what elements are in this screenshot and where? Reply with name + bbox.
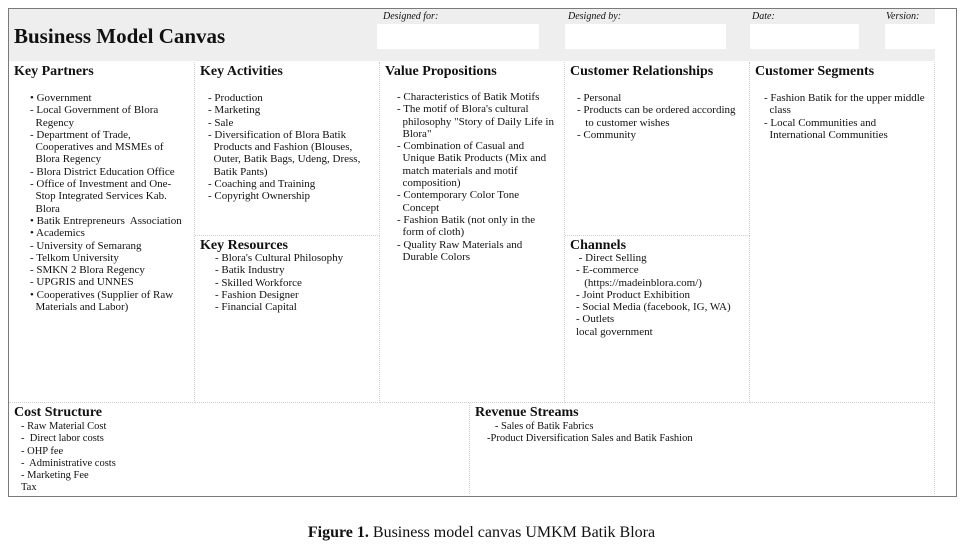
key-resources-item: - Fashion Designer (215, 288, 299, 301)
cost-structure-item: - Marketing Fee (21, 470, 89, 482)
key-partners-title: Key Partners (14, 64, 94, 79)
customer-relationships-block (565, 62, 750, 236)
value-propositions-item: - Characteristics of Batik Motifs (397, 91, 540, 103)
key-activities-block (195, 62, 380, 236)
key-partners-item: - Blora District Education Office (30, 165, 175, 178)
figure-caption (0, 524, 963, 542)
channels-item: - E-commerce (576, 264, 639, 277)
designed-for-label: Designed for: (383, 11, 439, 22)
version-label: Version: (886, 11, 920, 22)
customer-relationships-item: - Community (577, 128, 636, 141)
cost-structure-item: - Raw Material Cost (21, 421, 107, 432)
cost-structure-item: - OHP fee (21, 445, 64, 457)
key-partners-item: Regency (30, 116, 74, 129)
key-resources-item: - Blora's Cultural Philosophy (215, 252, 344, 264)
key-partners-block (9, 62, 195, 403)
value-propositions-item: composition) (397, 177, 461, 190)
key-activities-item: - Diversification of Blora Batik (208, 128, 347, 141)
designed-by-label: Designed by: (568, 11, 622, 22)
customer-segments-list (764, 92, 925, 141)
figure-caption-text: Business model canvas UMKM Batik Blora (368, 524, 656, 541)
key-activities-list (208, 92, 360, 203)
value-propositions-item: - Quality Raw Materials and (397, 238, 523, 251)
value-propositions-item: - The motif of Blora's cultural (397, 103, 529, 116)
key-partners-item: Blora Regency (30, 153, 102, 166)
customer-segments-item: - Local Communities and (764, 116, 877, 129)
key-partners-item: - Office of Investment and One- (30, 178, 172, 191)
revenue-streams-item: - Sales of Batik Fabrics (487, 421, 594, 432)
value-propositions-item: match materials and motif (397, 164, 518, 177)
value-propositions-item: - Fashion Batik (not only in the (397, 213, 536, 226)
figure-label: Figure 1. (307, 524, 369, 541)
value-propositions-item: Concept (397, 201, 440, 214)
value-propositions-item: philosophy "Story of Daily Life in (397, 115, 554, 128)
customer-segments-block (750, 62, 935, 403)
channels-list (576, 252, 731, 338)
canvas-title: Business Model Canvas (14, 24, 226, 48)
customer-relationships-list (577, 92, 736, 141)
key-resources-item: - Financial Capital (215, 301, 297, 314)
customer-segments-item: International Communities (764, 128, 888, 141)
key-resources-list (215, 252, 343, 313)
channels-block (565, 236, 750, 403)
key-partners-item: Materials and Labor) (30, 301, 129, 314)
date-label: Date: (752, 11, 775, 22)
key-partners-list (30, 92, 182, 313)
key-partners-item: Stop Integrated Services Kab. (30, 190, 167, 203)
value-propositions-item: Unique Batik Products (Mix and (397, 152, 547, 165)
cost-structure-title: Cost Structure (14, 405, 103, 420)
date-field[interactable] (750, 24, 859, 49)
customer-segments-title: Customer Segments (755, 64, 875, 79)
key-partners-item: - Department of Trade, (30, 128, 131, 141)
customer-segments-item: class (764, 104, 791, 117)
revenue-streams-block (470, 403, 935, 494)
customer-relationships-item: to customer wishes (577, 116, 670, 129)
designed-by-field[interactable] (565, 24, 726, 49)
key-activities-item: - Marketing (208, 104, 261, 117)
revenue-streams-title: Revenue Streams (475, 405, 579, 420)
channels-item: - Social Media (facebook, IG, WA) (576, 301, 731, 314)
key-partners-item: - Telkom University (30, 251, 119, 264)
key-activities-title: Key Activities (200, 64, 283, 79)
key-partners-item: - UPGRIS and UNNES (30, 276, 134, 289)
cost-structure-list (21, 421, 116, 495)
channels-item: - Outlets (576, 313, 615, 326)
value-propositions-block (380, 62, 565, 403)
key-partners-item: • Government (30, 92, 92, 104)
customer-segments-item: - Fashion Batik for the upper middle (764, 92, 925, 104)
value-propositions-item: Blora" (397, 127, 432, 140)
customer-relationships-item: - Products can be ordered according (577, 104, 736, 117)
key-resources-title: Key Resources (200, 238, 288, 253)
revenue-streams-item: -Product Diversification Sales and Batik Fashion (487, 433, 693, 445)
value-propositions-title: Value Propositions (385, 64, 497, 79)
key-resources-item: - Batik Industry (215, 264, 285, 277)
cost-structure-block (9, 403, 470, 494)
key-activities-item: Products and Fashion (Blouses, (208, 141, 353, 154)
revenue-streams-list (487, 421, 693, 446)
key-activities-item: Batik Pants) (208, 165, 268, 178)
channels-item: - Joint Product Exhibition (576, 288, 690, 301)
key-partners-item: - University of Semarang (30, 239, 142, 252)
designed-for-field[interactable] (377, 24, 539, 49)
key-activities-item: - Copyright Ownership (208, 190, 311, 203)
key-activities-item: - Coaching and Training (208, 178, 316, 191)
key-partners-item: - Local Government of Blora (30, 104, 159, 117)
cost-structure-item: Tax (21, 482, 37, 494)
value-propositions-item: form of cloth) (397, 226, 465, 239)
customer-relationships-title: Customer Relationships (570, 64, 714, 79)
channels-title: Channels (570, 238, 627, 253)
channels-item: (https://madeinblora.com/) (576, 276, 702, 289)
value-propositions-item: - Contemporary Color Tone (397, 189, 520, 202)
key-resources-item: - Skilled Workforce (215, 276, 302, 289)
channels-item: local government (576, 325, 653, 338)
cost-structure-item: - Direct labor costs (21, 433, 104, 445)
cost-structure-item: - Administrative costs (21, 457, 116, 469)
key-partners-item: • Cooperatives (Supplier of Raw (30, 288, 174, 301)
version-field[interactable] (885, 24, 935, 49)
key-partners-item: Blora (30, 202, 60, 215)
key-partners-item: • Academics (30, 227, 85, 240)
key-activities-item: - Production (208, 92, 263, 104)
key-partners-item: Cooperatives and MSMEs of (30, 141, 164, 154)
key-resources-block (195, 236, 380, 403)
key-partners-item: - SMKN 2 Blora Regency (30, 264, 145, 277)
value-propositions-list (397, 91, 554, 263)
key-activities-item: - Sale (208, 116, 234, 129)
key-partners-item: • Batik Entrepreneurs Association (30, 214, 182, 227)
customer-relationships-item: - Personal (577, 92, 622, 104)
value-propositions-item: - Combination of Casual and (397, 140, 525, 153)
channels-item: - Direct Selling (576, 252, 647, 264)
key-activities-item: Outer, Batik Bags, Udeng, Dress, (208, 153, 361, 166)
value-propositions-item: Durable Colors (397, 250, 471, 263)
